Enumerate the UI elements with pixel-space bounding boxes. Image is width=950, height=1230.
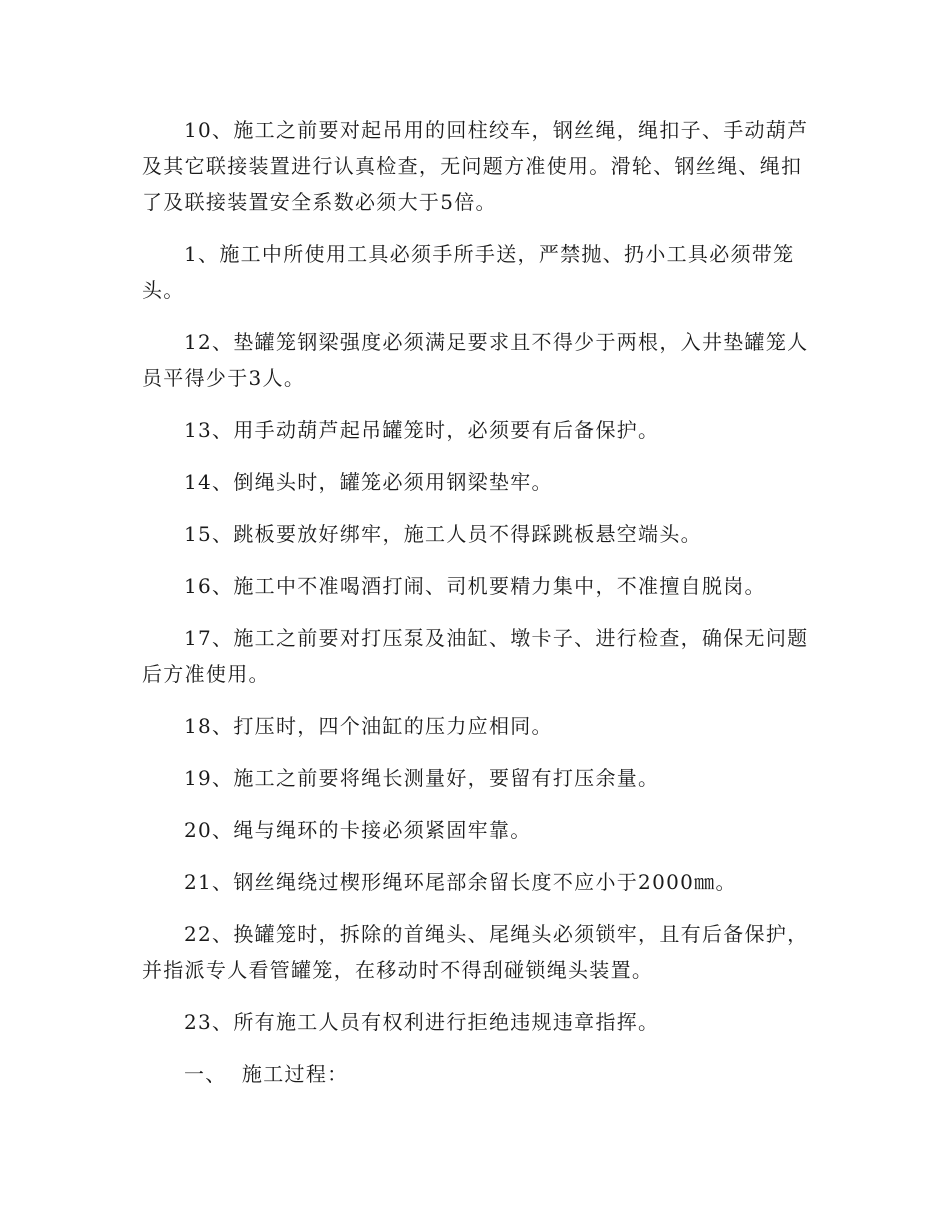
paragraph-21: 21、钢丝绳绕过楔形绳环尾部余留长度不应小于2000㎜。 [184, 870, 737, 894]
paragraph-15: 15、跳板要放好绑牢，施工人员不得踩跳板悬空端头。 [184, 522, 702, 546]
paragraph-23: 23、所有施工人员有权利进行拒绝违规违章指挥。 [184, 1010, 660, 1034]
section-heading: 一、 施工过程： [184, 1062, 349, 1086]
paragraph-19: 19、施工之前要将绳长测量好，要留有打压余量。 [184, 766, 660, 790]
paragraph-12: 12、垫罐笼钢梁强度必须满足要求且不得少于两根，入井垫罐笼人员平得少于3人。 [142, 330, 809, 390]
paragraph-13: 13、用手动葫芦起吊罐笼时，必须要有后备保护。 [184, 418, 660, 442]
paragraph-11: 1、施工中所使用工具必须手所手送，严禁抛、扔小工具必须带笼头。 [142, 242, 795, 302]
paragraph-17: 17、施工之前要对打压泵及油缸、墩卡子、进行检查，确保无问题后方准使用。 [142, 626, 809, 686]
document-body [142, 112, 817, 1092]
paragraph-20: 20、绳与绳环的卡接必须紧固牢靠。 [184, 818, 532, 842]
paragraph-16: 16、施工中不准喝酒打闹、司机要精力集中，不准擅自脱岗。 [184, 574, 766, 598]
paragraph-22: 22、换罐笼时，拆除的首绳头、尾绳头必须锁牢，且有后备保护，并指派专人看管罐笼，在移动时不得刮碰锁绳头装置。 [142, 922, 809, 982]
paragraph-10: 10、施工之前要对起吊用的回柱绞车，钢丝绳，绳扣子、手动葫芦及其它联接装置进行认真检查，无问题方准使用。滑轮、钢丝绳、绳扣了及联接装置安全系数必须大于5倍。 [142, 118, 809, 214]
paragraph-18: 18、打压时，四个油缸的压力应相同。 [184, 714, 553, 738]
paragraph-14: 14、倒绳头时，罐笼必须用钢梁垫牢。 [184, 470, 553, 494]
